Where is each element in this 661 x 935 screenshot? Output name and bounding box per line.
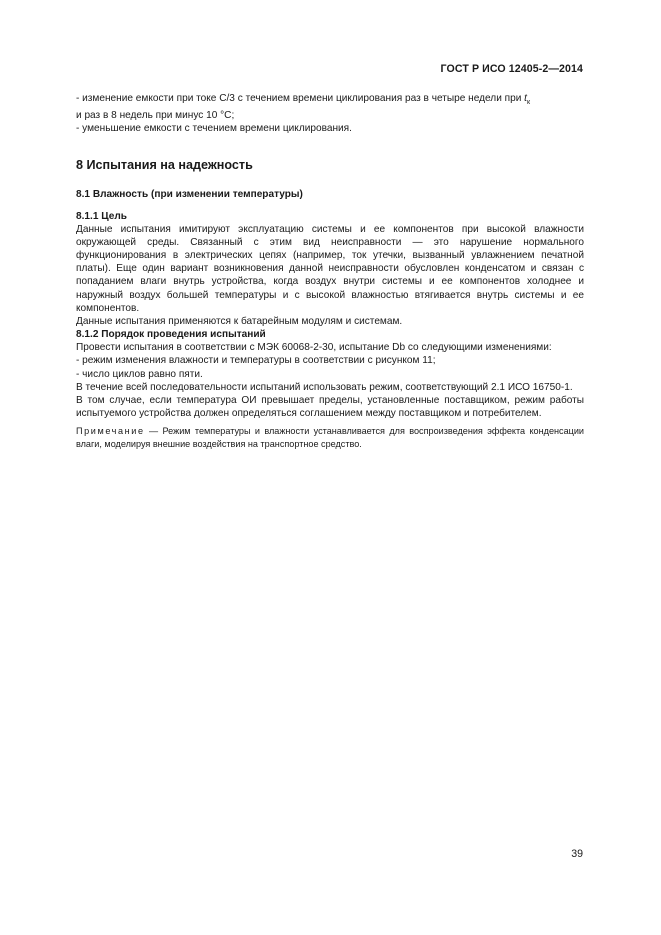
tk-symbol: $t_к$ — [524, 93, 531, 107]
list-item: - режим изменения влажности и температуры в соответствии с рисунком 11; — [76, 355, 436, 367]
list-item: - уменьшение емкости с течением времени циклирования. — [76, 123, 352, 135]
subsubsection-title: 8.1.2 Порядок проведения испытаний — [76, 329, 266, 341]
note-label: Примечание — [76, 426, 145, 437]
page-body — [76, 92, 584, 450]
subsection-title: 8.1 Влажность (при изменении температуры) — [76, 188, 303, 200]
list-item-continuation: и раз в 8 недель при минус 10 °С; — [76, 110, 235, 122]
list-item: - число циклов равно пяти. — [76, 368, 203, 380]
paragraph: Данные испытания имитируют эксплуатацию системы и ее компонентов при высокой влажности окружающей среды. Связанный с этим вид неисправности — это нарушение нормального функционирования в электрических цепях (например, ток утечки, вызванный увлажнением печатной платы). Еще один вариант возникновения данной неисправности обусловлен конденсатом и связан с попаданием влаги внутрь устройства, когда воздух внутри системы и ее компонентов холоднее и наружный воздух большей температуры и с высокой влажностью втягивается внутрь системы и ее компонентов. — [76, 223, 584, 314]
page-number: 39 — [571, 848, 583, 860]
list-item — [76, 92, 584, 109]
paragraph: В том случае, если температура ОИ превышает пределы, установленные поставщиком, режим работы испытуемого устройства должен определяться соглашением между поставщиком и потребителем. — [76, 395, 584, 420]
list-item-text: - изменение емкости при токе С/3 с течением времени циклирования раз в четыре недели при — [76, 93, 525, 104]
paragraph: Провести испытания в соответствии с МЭК 60068-2-30, испытание Db со следующими изменениями: — [76, 342, 552, 354]
paragraph: Данные испытания применяются к батарейным модулям и системам. — [76, 316, 403, 328]
note-text: — Режим температуры и влажности устанавливается для воспроизведения эффекта конденсации влаги, моделируя внешние воздействия на транспортное средство. — [76, 426, 584, 449]
note — [76, 425, 584, 449]
paragraph: В течение всей последовательности испытаний использовать режим, соответствующий 2.1 ИСО 16750-1. — [76, 381, 573, 393]
section-title: 8 Испытания на надежность — [76, 157, 253, 172]
document-header: ГОСТ Р ИСО 12405-2—2014 — [440, 63, 583, 75]
subsubsection-title: 8.1.1 Цель — [76, 210, 127, 222]
